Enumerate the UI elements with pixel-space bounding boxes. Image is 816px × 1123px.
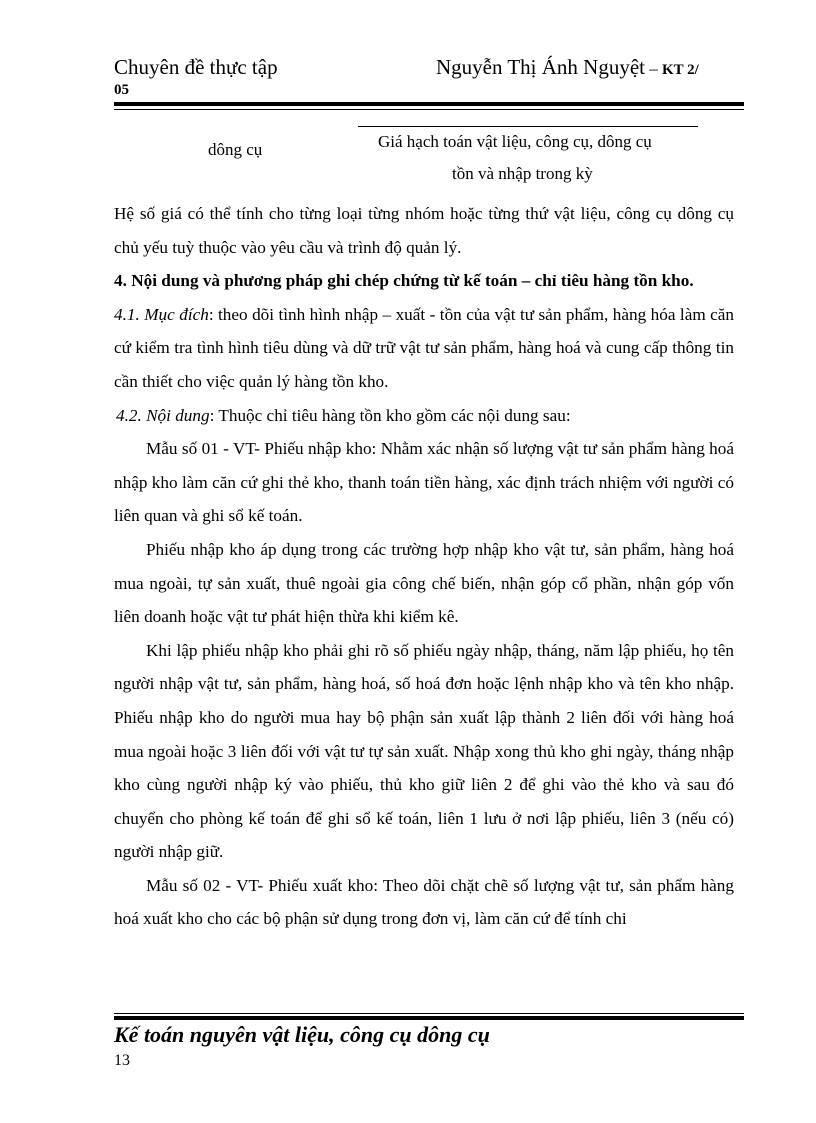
section-text-4-1: : theo dõi tình hình nhập – xuất - tồn của vật tư sản phẩm, hàng hóa làm căn cứ kiểm tra tình hình tiêu dùng và dữ trữ vật tư sản phẩm, hàng hoá và cung cấp thông tin cần thiết cho việc quản lý hàng tồn kho. (114, 304, 734, 391)
header-dash: – (645, 59, 663, 78)
paragraph-form-01: Mẫu số 01 - VT- Phiếu nhập kho: Nhằm xác nhận số lượng vật tư sản phẩm hàng hoá nhập kho làm căn cứ ghi thẻ kho, thanh toán tiền hàng, xác định trách nhiệm với người có liên quan và ghi sổ kế toán. (114, 439, 734, 526)
formula-denominator-line2: tồn và nhập trong kỳ (452, 164, 593, 183)
paragraph-content (114, 399, 734, 433)
header-left-title: Chuyên đề thực tập (114, 55, 278, 79)
body-text (114, 197, 734, 936)
paragraph-preparation: Khi lập phiếu nhập kho phải ghi rõ số phiếu ngày nhập, tháng, năm lập phiếu, họ tên người nhập vật tư, sản phẩm, hàng hoá, số hoá đơn hoặc lệnh nhập kho và tên kho nhập. Phiếu nhập kho do người mua hay bộ phận sản xuất lập thành 2 liên đối với hàng hoá mua ngoài hoặc 3 liên đối với vật tư tự sản xuất. Nhập xong thủ kho ghi ngày, tháng nhập kho cùng người nhập ký vào phiếu, thủ kho giữ liên 2 để ghi vào thẻ kho và sau đó chuyển cho phòng kế toán để ghi sổ kế toán, liên 1 lưu ở nơi lập phiếu, liên 3 (nếu có) người nhập giữ. (114, 640, 734, 862)
section-heading-4: 4. Nội dung và phương pháp ghi chép chứng từ kế toán – chỉ tiêu hàng tồn kho. (114, 271, 694, 291)
paragraph-coefficient: Hệ số giá có thể tính cho từng loại từng nhóm hoặc từng thứ vật liệu, công cụ dông cụ chủ yếu tuỳ thuộc vào yêu cầu và trình độ quản lý. (114, 204, 734, 257)
header-class-code-cont: 05 (114, 82, 129, 98)
section-label-4-1: 4.1. Mục đích (114, 304, 209, 324)
header-author: Nguyễn Thị Ánh Nguyệt (436, 55, 646, 79)
paragraph-purpose (114, 298, 734, 399)
page-number: 13 (114, 1052, 130, 1069)
formula-denominator-line1: Giá hạch toán vật liệu, công cụ, dông cụ (378, 132, 652, 151)
paragraph-form-02: Mẫu số 02 - VT- Phiếu xuất kho: Theo dõi chặt chẽ số lượng vật tư, sản phẩm hàng hoá xuất kho cho các bộ phận sử dụng trong đơn vị, làm căn cứ để tính chi (114, 875, 734, 929)
header-rule-thin (114, 109, 744, 110)
section-text-4-2: : Thuộc chỉ tiêu hàng tồn kho gồm các nội dung sau: (209, 405, 571, 425)
header-rule-thick (114, 102, 744, 106)
footer-title: Kế toán nguyên vật liệu, công cụ dông cụ (114, 1022, 490, 1047)
footer-rule-thin (114, 1013, 744, 1014)
formula-left-text: dông cụ (208, 140, 263, 159)
section-label-4-2: 4.2. Nội dung (116, 405, 210, 425)
header-class-code: KT 2/ (662, 62, 699, 78)
paragraph-application: Phiếu nhập kho áp dụng trong các trường hợp nhập kho vật tư, sản phẩm, hàng hoá mua ngoài, tự sản xuất, thuê ngoài gia công chế biến, nhận góp cổ phần, nhận góp vốn liên doanh hoặc vật tư phát hiện thừa khi kiểm kê. (114, 539, 734, 627)
header-author-block (436, 55, 699, 80)
footer-rule-thick (114, 1016, 744, 1020)
fraction-line (358, 126, 698, 127)
